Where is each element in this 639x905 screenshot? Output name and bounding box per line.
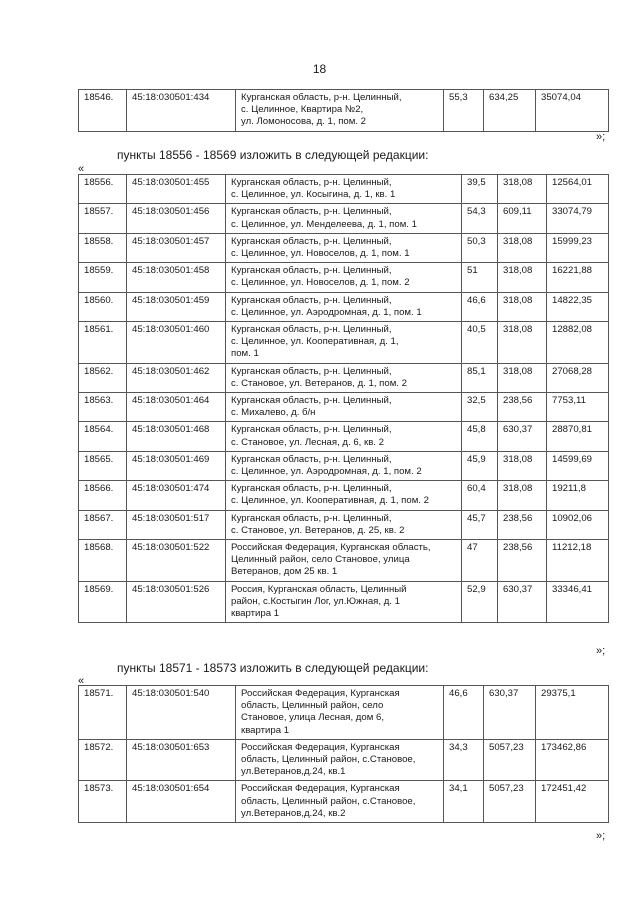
area-cell: 45,7: [462, 510, 498, 539]
address-line: Курганская область, р-н. Целинный,: [231, 324, 392, 336]
address-line: с. Целинное, ул. Новоселов, д. 1, пом. 2: [231, 277, 410, 289]
address-cell: [226, 363, 462, 392]
address-line: Российская Федерация, Курганская: [241, 688, 400, 699]
instruction-text-2: пункты 18571 - 18573 изложить в следующей редакции:: [117, 661, 429, 675]
table-row: [79, 292, 609, 321]
address-line: Курганская область, р-н. Целинный,: [231, 265, 392, 277]
table-row: [79, 90, 609, 132]
row-number-cell: 18565.: [79, 451, 127, 480]
table-row: [79, 233, 609, 262]
cadastral-number-cell: 45:18:030501:434: [127, 90, 236, 132]
table-row: [79, 481, 609, 510]
row-number-cell: 18564.: [79, 422, 127, 451]
row-number-cell: 18560.: [79, 292, 127, 321]
address-line: ул.Ветеранов,д.24, кв.2: [241, 807, 346, 819]
cadastral-number-cell: 45:18:030501:522: [127, 540, 226, 582]
row-number-cell: 18562.: [79, 363, 127, 392]
table-row: [79, 781, 609, 823]
row-number-cell: 18571.: [79, 686, 127, 740]
price-cell: 238,56: [498, 540, 547, 582]
area-cell: 45,9: [462, 451, 498, 480]
cadastral-number-cell: 45:18:030501:459: [127, 292, 226, 321]
address-cell: [226, 481, 462, 510]
address-line: с. Целинное, ул. Косыгина, д. 1, кв. 1: [231, 189, 396, 201]
address-line: Курганская область, р-н. Целинный,: [231, 206, 392, 218]
total-cell: 14822,35: [547, 292, 609, 321]
address-cell: [226, 393, 462, 422]
property-table-3: [78, 685, 609, 823]
address-cell: [236, 686, 444, 740]
address-line: область, Целинный район, село: [241, 700, 384, 712]
address-cell: [226, 175, 462, 204]
address-line: Россия, Курганская область, Целинный: [231, 583, 407, 595]
table-row: [79, 540, 609, 582]
area-cell: 46,6: [462, 292, 498, 321]
page-number: 18: [312, 62, 327, 76]
address-cell: [236, 90, 444, 132]
address-line: с. Становое, ул. Ветеранов, д. 25, кв. 2: [231, 524, 405, 536]
address-line: Курганская область, р-н. Целинный,: [231, 483, 392, 495]
row-number-cell: 18546.: [79, 90, 127, 132]
area-cell: 40,5: [462, 322, 498, 364]
area-cell: 34,3: [444, 739, 484, 781]
total-cell: 12882,08: [547, 322, 609, 364]
address-line: с. Становое, ул. Лесная, д. 6, кв. 2: [231, 436, 384, 448]
address-cell: [226, 263, 462, 292]
price-cell: 630,37: [498, 422, 547, 451]
address-line: Становое, улица Лесная, дом 6,: [241, 712, 384, 724]
price-cell: 318,08: [498, 263, 547, 292]
table-row: [79, 510, 609, 539]
table-row: [79, 739, 609, 781]
opening-quote-1: «: [78, 163, 85, 175]
address-line: квартира 1: [241, 724, 290, 736]
opening-quote-2: «: [78, 675, 85, 687]
address-cell: [226, 510, 462, 539]
cadastral-number-cell: 45:18:030501:469: [127, 451, 226, 480]
table-row: [79, 363, 609, 392]
address-cell: [236, 781, 444, 823]
total-cell: 29375,1: [536, 686, 609, 740]
area-cell: 34,1: [444, 781, 484, 823]
cadastral-number-cell: 45:18:030501:468: [127, 422, 226, 451]
table-row: [79, 322, 609, 364]
row-number-cell: 18566.: [79, 481, 127, 510]
address-line: Курганская область, р-н. Целинный,: [231, 512, 392, 524]
area-cell: 54,3: [462, 204, 498, 233]
address-line: с. Становое, ул. Ветеранов, д. 1, пом. 2: [231, 377, 407, 389]
area-cell: 55,3: [444, 90, 484, 132]
address-line: с. Целинное, ул. Менделеева, д. 1, пом. 1: [231, 218, 417, 230]
total-cell: 33074,79: [547, 204, 609, 233]
address-cell: [226, 322, 462, 364]
address-line: с. Целинное, ул. Аэродромная, д. 1, пом. 1: [231, 306, 422, 318]
price-cell: 318,08: [498, 451, 547, 480]
address-line: Российская Федерация, Курганская область,: [231, 542, 431, 554]
total-cell: 33346,41: [547, 581, 609, 623]
row-number-cell: 18567.: [79, 510, 127, 539]
address-line: с. Целинное, Квартира №2,: [241, 104, 364, 116]
cadastral-number-cell: 45:18:030501:460: [127, 322, 226, 364]
address-line: Курганская область, р-н. Целинный,: [231, 177, 392, 188]
cadastral-number-cell: 45:18:030501:462: [127, 363, 226, 392]
total-cell: 172451,42: [536, 781, 609, 823]
cadastral-number-cell: 45:18:030501:474: [127, 481, 226, 510]
property-table-1: [78, 89, 609, 132]
total-cell: 19211,8: [547, 481, 609, 510]
address-cell: [226, 581, 462, 623]
table-row: [79, 204, 609, 233]
row-number-cell: 18563.: [79, 393, 127, 422]
total-cell: 14599,69: [547, 451, 609, 480]
total-cell: 173462,86: [536, 739, 609, 781]
instruction-text-1: пункты 18556 - 18569 изложить в следующей редакции:: [117, 148, 429, 162]
address-cell: [236, 739, 444, 781]
address-cell: [226, 422, 462, 451]
area-cell: 85,1: [462, 363, 498, 392]
table-row: [79, 422, 609, 451]
address-line: с. Целинное, ул. Новоселов, д. 1, пом. 1: [231, 248, 410, 260]
cadastral-number-cell: 45:18:030501:457: [127, 233, 226, 262]
total-cell: 27068,28: [547, 363, 609, 392]
cadastral-number-cell: 45:18:030501:455: [127, 175, 226, 204]
address-line: Российская Федерация, Курганская: [241, 783, 400, 795]
table-row: [79, 175, 609, 204]
price-cell: 318,08: [498, 292, 547, 321]
address-line: с. Целинное, ул. Кооперативная, д. 1,: [231, 336, 399, 348]
total-cell: 28870,81: [547, 422, 609, 451]
area-cell: 51: [462, 263, 498, 292]
total-cell: 15999,23: [547, 233, 609, 262]
row-number-cell: 18568.: [79, 540, 127, 582]
price-cell: 630,37: [498, 581, 547, 623]
address-line: область, Целинный район, с.Становое,: [241, 795, 416, 807]
area-cell: 60,4: [462, 481, 498, 510]
address-line: Ветеранов, дом 25 кв. 1: [231, 566, 338, 578]
address-line: с. Целинное, ул. Аэродромная, д. 1, пом. 2: [231, 466, 422, 478]
price-cell: 318,08: [498, 363, 547, 392]
address-line: Курганская область, р-н. Целинный,: [231, 235, 392, 247]
address-line: Курганская область, р-н. Целинный,: [231, 395, 392, 407]
address-cell: [226, 233, 462, 262]
cadastral-number-cell: 45:18:030501:526: [127, 581, 226, 623]
total-cell: 35074,04: [536, 90, 609, 132]
total-cell: 12564,01: [547, 175, 609, 204]
address-line: Курганская область, р-н. Целинный,: [231, 424, 392, 436]
address-line: Курганская область, р-н. Целинный,: [231, 365, 392, 377]
closing-quote-2: »;: [596, 645, 606, 657]
address-line: Курганская область, р-н. Целинный,: [231, 453, 392, 465]
area-cell: 32,5: [462, 393, 498, 422]
cadastral-number-cell: 45:18:030501:653: [127, 739, 236, 781]
price-cell: 318,08: [498, 481, 547, 510]
price-cell: 5057,23: [484, 739, 536, 781]
area-cell: 47: [462, 540, 498, 582]
address-line: пом. 1: [231, 348, 259, 360]
total-cell: 7753,11: [547, 393, 609, 422]
address-line: Российская Федерация, Курганская: [241, 741, 400, 753]
row-number-cell: 18557.: [79, 204, 127, 233]
total-cell: 16221,88: [547, 263, 609, 292]
row-number-cell: 18569.: [79, 581, 127, 623]
area-cell: 50,3: [462, 233, 498, 262]
address-line: область, Целинный район, с.Становое,: [241, 754, 416, 766]
price-cell: 5057,23: [484, 781, 536, 823]
address-cell: [226, 540, 462, 582]
address-line: Курганская область, р-н. Целинный,: [241, 92, 402, 103]
price-cell: 609,11: [498, 204, 547, 233]
address-line: с. Целинное, ул. Кооперативная, д. 1, пом. 2: [231, 495, 429, 507]
cadastral-number-cell: 45:18:030501:540: [127, 686, 236, 740]
row-number-cell: 18558.: [79, 233, 127, 262]
table-row: [79, 451, 609, 480]
row-number-cell: 18556.: [79, 175, 127, 204]
address-line: район, с.Костыгин Лог, ул.Южная, д. 1: [231, 595, 400, 607]
area-cell: 39,5: [462, 175, 498, 204]
cadastral-number-cell: 45:18:030501:517: [127, 510, 226, 539]
address-line: с. Михалево, д. б/н: [231, 407, 316, 419]
area-cell: 52,9: [462, 581, 498, 623]
total-cell: 11212,18: [547, 540, 609, 582]
row-number-cell: 18573.: [79, 781, 127, 823]
table-row: [79, 263, 609, 292]
table-row: [79, 581, 609, 623]
address-line: Курганская область, р-н. Целинный,: [231, 294, 392, 306]
cadastral-number-cell: 45:18:030501:464: [127, 393, 226, 422]
address-line: ул.Ветеранов,д.24, кв.1: [241, 766, 346, 778]
price-cell: 318,08: [498, 233, 547, 262]
address-cell: [226, 451, 462, 480]
price-cell: 238,56: [498, 393, 547, 422]
price-cell: 318,08: [498, 175, 547, 204]
price-cell: 318,08: [498, 322, 547, 364]
price-cell: 238,56: [498, 510, 547, 539]
address-line: Целинный район, село Становое, улица: [231, 554, 410, 566]
cadastral-number-cell: 45:18:030501:654: [127, 781, 236, 823]
address-cell: [226, 204, 462, 233]
address-line: квартира 1: [231, 608, 280, 620]
area-cell: 46,6: [444, 686, 484, 740]
address-cell: [226, 292, 462, 321]
closing-quote-1: »;: [596, 131, 606, 143]
row-number-cell: 18572.: [79, 739, 127, 781]
row-number-cell: 18561.: [79, 322, 127, 364]
address-line: ул. Ломоносова, д. 1, пом. 2: [241, 116, 366, 128]
table-row: [79, 393, 609, 422]
cadastral-number-cell: 45:18:030501:456: [127, 204, 226, 233]
price-cell: 630,37: [484, 686, 536, 740]
total-cell: 10902,06: [547, 510, 609, 539]
area-cell: 45,8: [462, 422, 498, 451]
row-number-cell: 18559.: [79, 263, 127, 292]
closing-quote-3: »;: [596, 830, 606, 842]
price-cell: 634,25: [484, 90, 536, 132]
table-row: [79, 686, 609, 740]
property-table-2: [78, 174, 609, 623]
cadastral-number-cell: 45:18:030501:458: [127, 263, 226, 292]
